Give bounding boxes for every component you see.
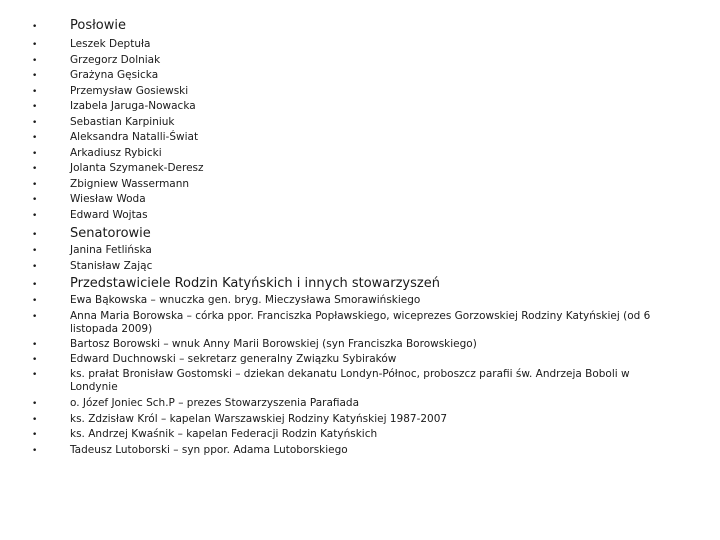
list-item-text: Sebastian Karpiniuk bbox=[70, 115, 175, 128]
list-item-text: Leszek Deptuła bbox=[70, 38, 151, 50]
bullet-icon: • bbox=[32, 399, 38, 409]
bullet-icon: • bbox=[32, 312, 38, 322]
bullet-icon: • bbox=[32, 446, 38, 456]
bullet-icon: • bbox=[32, 164, 38, 174]
list-item-text: o. Józef Joniec Sch.P – prezes Stowarzyszenia Parafiada bbox=[70, 397, 360, 409]
list-item-text: Ewa Bąkowska – wnuczka gen. bryg. Mieczysława Smorawińskiego bbox=[70, 294, 421, 306]
bullet-icon: • bbox=[32, 55, 38, 66]
list-item-text: Edward Wojtas bbox=[70, 208, 148, 221]
list-item-text: Stanisław Zając bbox=[70, 260, 153, 272]
bullet-icon: • bbox=[32, 40, 38, 50]
bullet-icon: • bbox=[32, 22, 38, 32]
list-item-text: Bartosz Borowski – wnuk Anny Marii Borowskiej (syn Franciszka Borowskiego) bbox=[70, 338, 477, 350]
bullet-icon: • bbox=[32, 179, 38, 190]
bullet-icon: • bbox=[32, 415, 38, 425]
heading-text: Posłowie bbox=[70, 18, 126, 33]
bullet-icon: • bbox=[32, 355, 38, 365]
bullet-icon: • bbox=[32, 195, 38, 205]
bullet-icon: • bbox=[32, 117, 38, 128]
list-item-text: Arkadiusz Rybicki bbox=[70, 146, 162, 159]
bullet-icon: • bbox=[32, 370, 38, 380]
list-item-text: Janina Fetlińska bbox=[70, 244, 152, 256]
list-item-text: Izabela Jaruga-Nowacka bbox=[70, 100, 196, 112]
bullet-icon: • bbox=[32, 230, 38, 240]
list-item-text: Jolanta Szymanek-Deresz bbox=[70, 162, 204, 174]
bullet-icon: • bbox=[32, 430, 38, 440]
bullet-icon: • bbox=[32, 148, 38, 159]
list-item-text: ks. prałat Bronisław Gostomski – dziekan dekanatu Londyn-Północ, proboszcz parafii św. Andrzeja Boboli w Londynie bbox=[70, 368, 630, 393]
list-item-text: ks. Andrzej Kwaśnik – kapelan Federacji Rodzin Katyńskich bbox=[70, 428, 378, 440]
bullet-icon: • bbox=[32, 340, 38, 350]
list-item-text: Tadeusz Lutoborski – syn ppor. Adama Lutoborskiego bbox=[70, 444, 348, 456]
bullet-icon: • bbox=[32, 280, 38, 290]
bullet-icon: • bbox=[32, 102, 38, 112]
heading-text: Przedstawiciele Rodzin Katyńskich i innych stowarzyszeń bbox=[70, 276, 440, 291]
bullet-icon: • bbox=[32, 246, 38, 256]
list-item-text: Wiesław Woda bbox=[70, 193, 146, 205]
list-item-text: Edward Duchnowski – sekretarz generalny Związku Sybiraków bbox=[70, 353, 397, 365]
list-item-text: Aleksandra Natalli-Świat bbox=[70, 131, 199, 143]
list-item-text: Grzegorz Dolniak bbox=[70, 53, 161, 66]
bullet-icon: • bbox=[32, 86, 38, 97]
bullet-icon: • bbox=[32, 210, 38, 221]
list-item-text: Przemysław Gosiewski bbox=[70, 84, 189, 97]
bullet-icon: • bbox=[32, 262, 38, 272]
bullet-icon: • bbox=[32, 71, 38, 81]
list-item-text: Anna Maria Borowska – córka ppor. Franciszka Popławskiego, wiceprezes Gorzowskiej Rodziny Katyńskiej (od 6 listopada 2009) bbox=[70, 310, 651, 335]
list-item-text: Grażyna Gęsicka bbox=[70, 69, 159, 81]
bullet-icon: • bbox=[32, 133, 38, 143]
list-item-text: ks. Zdzisław Król – kapelan Warszawskiej Rodziny Katyńskiej 1987-2007 bbox=[70, 413, 448, 425]
heading-text: Senatorowie bbox=[70, 226, 151, 241]
list-item-text: Zbigniew Wassermann bbox=[70, 177, 190, 190]
bullet-icon: • bbox=[32, 296, 38, 306]
